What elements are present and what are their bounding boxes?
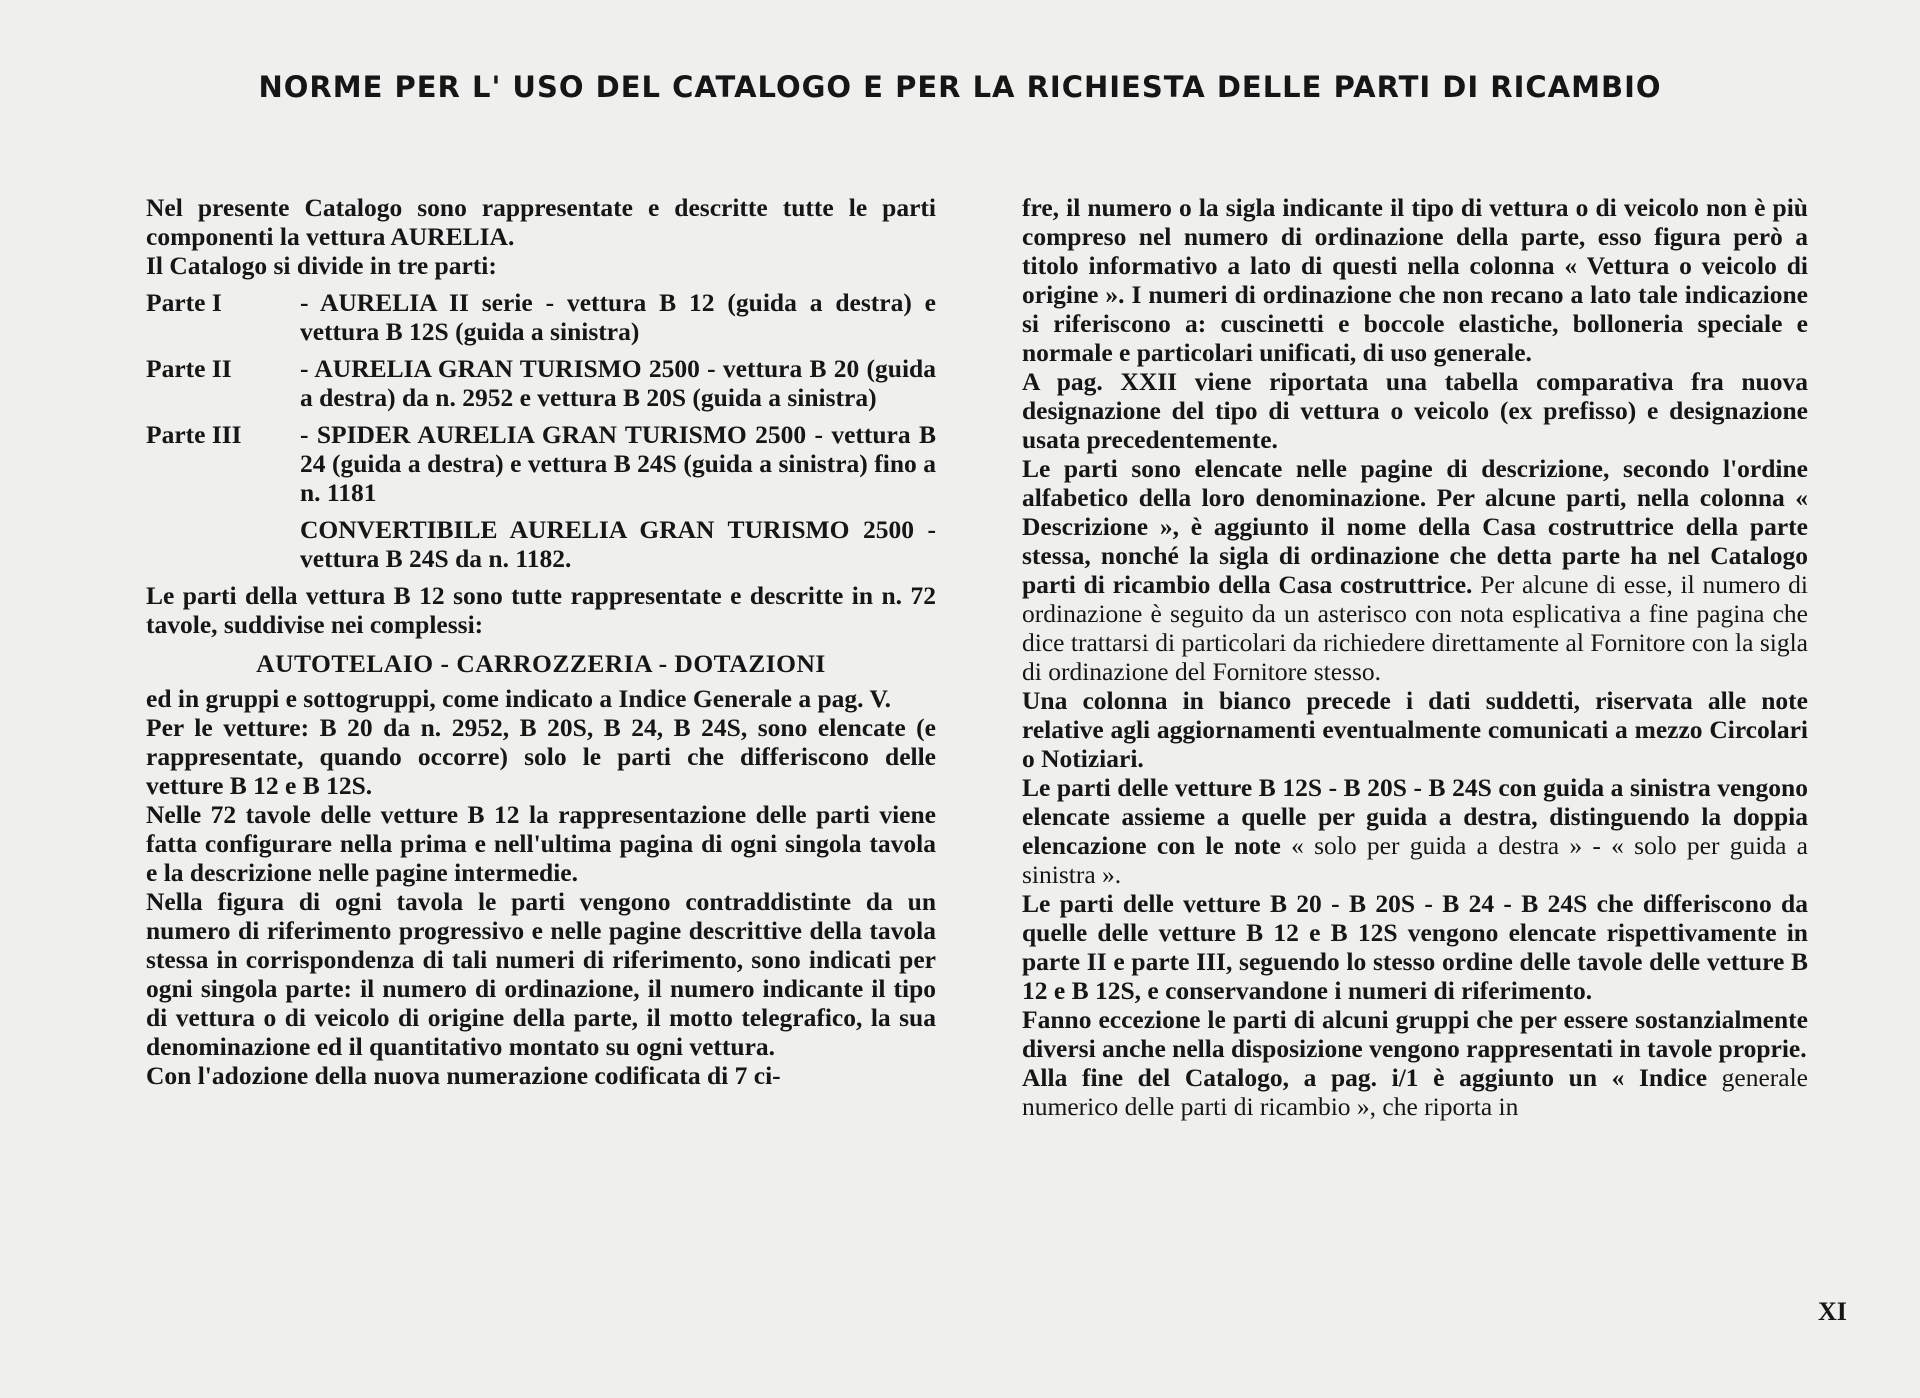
elencate-bold-text: Le parti sono elencate nelle pagine di descrizione, secondo l'ordine alfabetico della loro denominazione. Per alcune parti, nella colonna « Descrizione », è aggiunto il nome della Casa costruttrice della parte stessa, nonché la sigla di ordinazione che detta parte ha nel Catalogo parti di ricambio della Casa costruttrice. [1022, 454, 1808, 599]
tavole-paragraph: Nelle 72 tavole delle vetture B 12 la rappresentazione delle parti viene fatta configurare nella prima e nell'ultima pagina di ogni singola tavola e la descrizione nelle pagine intermedie. [146, 800, 936, 887]
vetture-paragraph: Per le vetture: B 20 da n. 2952, B 20S, B 24, B 24S, sono elencate (e rappresentate, quando occorre) solo le parti che differiscono delle vetture B 12 e B 12S. [146, 713, 936, 800]
continuation-paragraph: fre, il numero o la sigla indicante il tipo di vettura o di veicolo non è più compreso nel numero di ordinazione della parte, esso figura però a titolo informativo a lato di questi nella colonna « Vettura o veicolo di origine ». I numeri di ordinazione che non recano a lato tale indicazione si riferiscono a: cuscinetti e boccole elastiche, bolloneria speciale e normale e particolari unificati, di uso generale. [1022, 193, 1808, 367]
guida-sinistra-paragraph [1022, 773, 1808, 889]
part-description: - AURELIA II serie - vettura B 12 (guida a destra) e vettura B 12S (guida a sinistra) [300, 288, 936, 346]
fine-catalogo-paragraph [1022, 1063, 1808, 1121]
elencate-paragraph [1022, 454, 1808, 686]
fine-catalogo-bold-text: Alla fine del Catalogo, a pag. i/1 è aggiunto un « Indice [1022, 1063, 1708, 1092]
tabella-paragraph: A pag. XXII viene riportata una tabella comparativa fra nuova designazione del tipo di vettura o veicolo (ex prefisso) e designazione usata precedentemente. [1022, 367, 1808, 454]
guida-sinistra-normal-text: « solo per guida a destra » - « solo per guida a sinistra ». [1022, 831, 1808, 889]
elencate-normal-text: Per alcune di esse, il numero di ordinazione è seguito da un asterisco con nota esplicativa a fine pagina che dice trattarsi di particolari da richiedere direttamente al Fornitore con la sigla di ordinazione del Fornitore stesso. [1022, 570, 1809, 686]
adozione-paragraph: Con l'adozione della nuova numerazione codificata di 7 ci- [146, 1061, 781, 1090]
part-entry [146, 288, 936, 346]
part-label: Parte III [146, 420, 242, 449]
colonna-bianco-paragraph: Una colonna in bianco precede i dati suddetti, riservata alle note relative agli aggiornamenti eventualmente comunicati a mezzo Circolari o Notiziari. [1022, 686, 1808, 773]
divide-paragraph: Il Catalogo si divide in tre parti: [146, 251, 497, 280]
part3-continuation: CONVERTIBILE AURELIA GRAN TURISMO 2500 - vettura B 24S da n. 1182. [300, 515, 936, 573]
left-column [146, 193, 936, 1090]
differiscono-paragraph: Le parti delle vetture B 20 - B 20S - B 24 - B 24S che differiscono da quelle delle vetture B 12 e B 12S vengono elencate rispettivamente in parte II e parte III, seguendo lo stesso ordine delle tavole delle vetture B 12 e B 12S, e conservandone i numeri di riferimento. [1022, 889, 1808, 1005]
page-title: NORME PER L' USO DEL CATALOGO E PER LA RICHIESTA DELLE PARTI DI RICAMBIO [258, 70, 1662, 104]
guida-sinistra-bold-text: Le parti delle vetture B 12S - B 20S - B 24S con guida a sinistra vengono elencate assieme a quelle per guida a destra, distinguendo la doppia elencazione con le note [1022, 773, 1808, 860]
intro-paragraph: Nel presente Catalogo sono rappresentate e descritte tutte le parti componenti la vettura AURELIA. [146, 193, 936, 251]
gruppi-paragraph: ed in gruppi e sottogruppi, come indicato a Indice Generale a pag. V. [146, 684, 891, 713]
part-label: Parte II [146, 354, 232, 383]
page-number: XI [1818, 1297, 1847, 1326]
b12-parts-paragraph: Le parti della vettura B 12 sono tutte rappresentate e descritte in n. 72 tavole, suddivise nei complessi: [146, 581, 936, 639]
part-description: - AURELIA GRAN TURISMO 2500 - vettura B 20 (guida a destra) da n. 2952 e vettura B 20S (guida a sinistra) [300, 354, 936, 412]
part-entry [146, 354, 936, 412]
right-column [1022, 193, 1808, 1121]
part-description: - SPIDER AURELIA GRAN TURISMO 2500 - vettura B 24 (guida a destra) e vettura B 24S (guida a sinistra) fino a n. 1181 [300, 420, 936, 507]
eccezione-paragraph: Fanno eccezione le parti di alcuni gruppi che per essere sostanzialmente diversi anche nella disposizione vengono rappresentati in tavole proprie. [1022, 1005, 1808, 1063]
figura-paragraph: Nella figura di ogni tavola le parti vengono contraddistinte da un numero di riferimento progressivo e nelle pagine descrittive della tavola stessa in corrispondenza di tali numeri di riferimento, sono indicati per ogni singola parte: il numero di ordinazione, il numero indicante il tipo di vettura o di veicolo di origine della parte, il motto telegrafico, la sua denominazione ed il quantitativo montato su ogni vettura. [146, 887, 936, 1061]
part-label: Parte I [146, 288, 222, 317]
complessi-heading: AUTOTELAIO - CARROZZERIA - DOTAZIONI [256, 649, 826, 678]
part-entry [146, 420, 936, 507]
fine-catalogo-normal-text: generale numerico delle parti di ricambio », che riporta in [1022, 1063, 1808, 1121]
